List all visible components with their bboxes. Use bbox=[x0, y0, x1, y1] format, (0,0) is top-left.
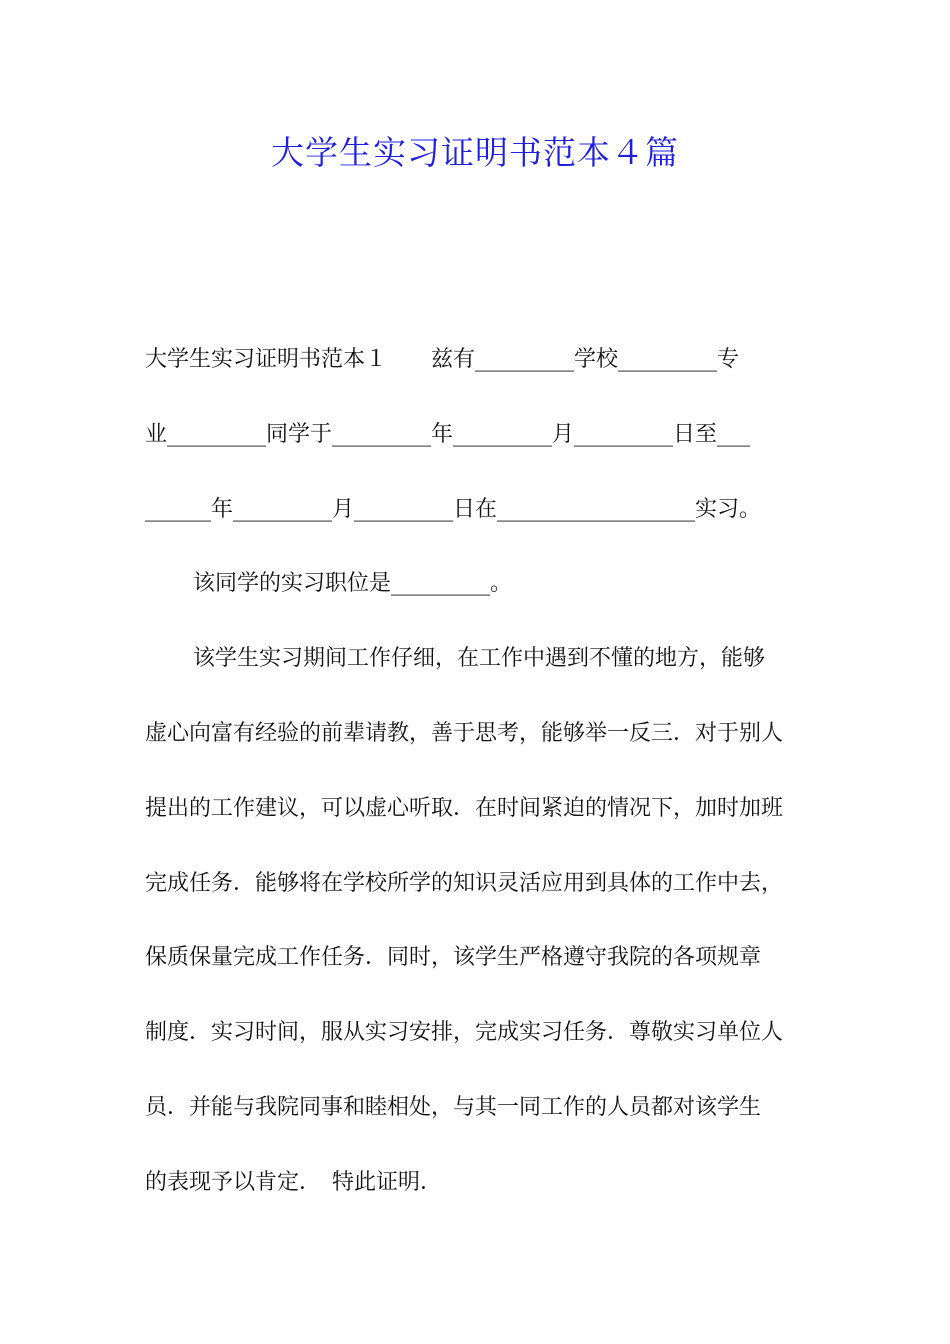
document-title: 大学生实习证明书范本４篇 bbox=[271, 133, 679, 172]
body-line-4: 该同学的实习职位是_________。 bbox=[193, 571, 513, 597]
body-line-6: 虚心向富有经验的前辈请教，善于思考，能够举一反三．对于别人 bbox=[145, 720, 784, 746]
body-line-2: 业_________同学于_________年_________月_________日至___ bbox=[145, 421, 751, 447]
body-line-11: 员．并能与我院同事和睦相处，与其一同工作的人员都对该学生 bbox=[145, 1094, 762, 1120]
body-line-9: 保质保量完成工作任务．同时，该学生严格遵守我院的各项规章 bbox=[145, 945, 762, 971]
body-line-8: 完成任务．能够将在学校所学的知识灵活应用到具体的工作中去， bbox=[145, 870, 784, 896]
body-line-12: 的表现予以肯定． 特此证明． bbox=[145, 1169, 443, 1195]
body-line-5: 该学生实习期间工作仔细，在工作中遇到不懂的地方，能够 bbox=[193, 646, 766, 672]
body-line-7: 提出的工作建议，可以虚心听取．在时间紧迫的情况下，加时加班 bbox=[145, 795, 784, 821]
document-body bbox=[145, 334, 810, 1232]
body-line-10: 制度．实习时间，服从实习安排，完成实习任务．尊敬实习单位人 bbox=[145, 1020, 784, 1046]
body-line-3: ______年_________月_________日在__________________实习。 bbox=[145, 496, 762, 522]
body-line-1: 大学生实习证明书范本１ 兹有_________学校_________专 bbox=[145, 347, 740, 372]
